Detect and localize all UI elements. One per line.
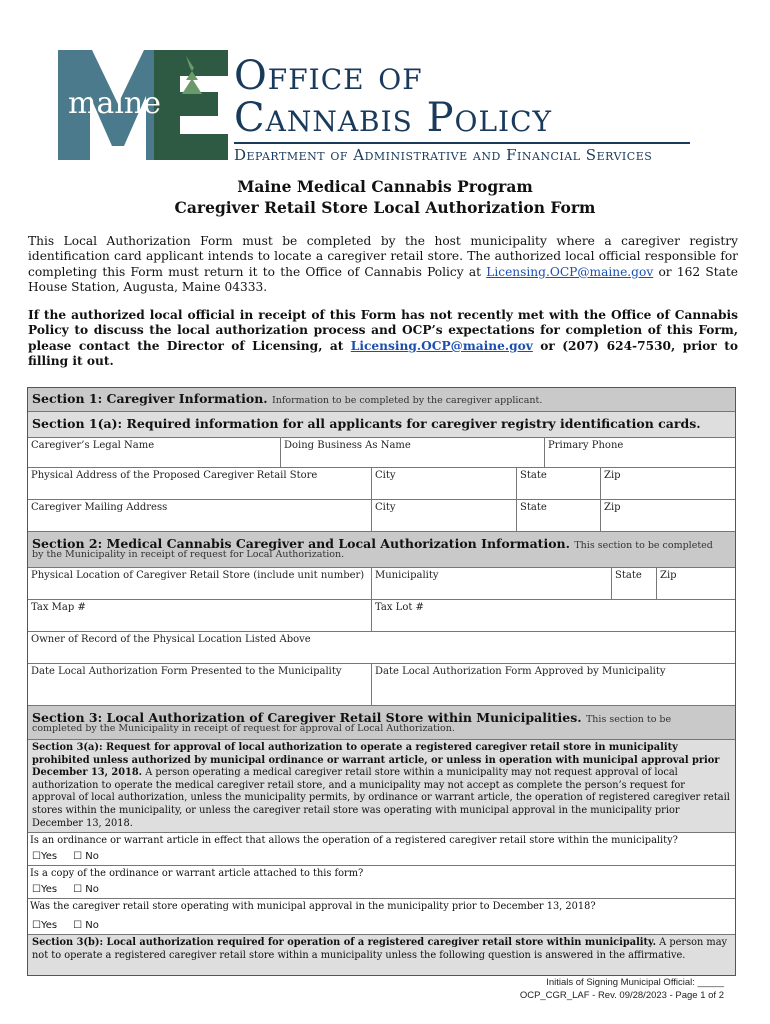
physical-city-field[interactable] — [372, 468, 517, 499]
physical-location-field[interactable] — [28, 568, 372, 599]
logo-line-cannabis-policy: Cannabis Policy — [234, 95, 553, 141]
prior-operation-no-checkbox[interactable]: ☐ No — [73, 920, 99, 931]
authorization-form — [27, 387, 736, 976]
state-label: State — [615, 570, 642, 581]
date-approved-field[interactable] — [372, 664, 735, 705]
prior-operation-yes-checkbox[interactable]: ☐Yes — [32, 920, 58, 931]
owner-of-record-field[interactable] — [28, 632, 735, 663]
section1a-header — [28, 412, 735, 438]
physical-address-label: Physical Address of the Proposed Caregiver Retail Store — [31, 470, 318, 481]
zip-label: Zip — [660, 570, 677, 581]
contact-text-1: If the authorized local official in receipt of this Form has not recently met with the Office of Cannabis Policy to discuss the local authorization process and OCP’s expectations for completion of this Form, please contact the Director of Licensing, at — [28, 308, 738, 353]
dba-field[interactable] — [281, 438, 545, 467]
question-prior-operation — [28, 899, 735, 935]
section3-note: This section to be — [585, 714, 672, 725]
intro-text-1: This Local Authorization Form must be completed by the host municipality where a caregiver registry identification card applicant intends to locate a caregiver retail store. The authorized local official responsible for completing this Form must return it to the Office of Cannabis Policy at — [28, 234, 738, 279]
tax-map-label: Tax Map # — [31, 602, 86, 613]
zip-label: Zip — [604, 502, 621, 513]
question-prior-operation-text: Was the caregiver retail store operating with municipal approval in the municipality prior to December 13, 2018? — [30, 901, 596, 912]
city-label: City — [375, 502, 396, 513]
date-approved-label: Date Local Authorization Form Approved by Municipality — [375, 666, 666, 677]
owner-of-record-label: Owner of Record of the Physical Location Listed Above — [31, 634, 311, 645]
section3-header — [28, 706, 735, 740]
location-state-field[interactable] — [612, 568, 657, 599]
section2-header — [28, 532, 735, 568]
section2-note: This section to be completed — [574, 540, 713, 551]
question-ordinance-options — [30, 850, 733, 863]
ordinance-yes-checkbox[interactable]: ☐Yes — [32, 851, 58, 862]
state-label: State — [520, 502, 547, 513]
section2-row-tax — [28, 600, 735, 632]
physical-location-label: Physical Location of Caregiver Retail Store (include unit number) — [31, 570, 365, 581]
contact-paragraph — [28, 308, 738, 370]
ocp-logo — [58, 46, 698, 164]
intro-paragraph — [28, 234, 738, 296]
section1-row-names — [28, 438, 735, 468]
initials-line: Initials of Signing Municipal Official: _____ — [546, 977, 724, 988]
date-presented-label: Date Local Authorization Form Presented to the Municipality — [31, 666, 342, 677]
revision-page-number: OCP_CGR_LAF - Rev. 09/28/2023 - Page 1 of 2 — [519, 990, 724, 1001]
licensing-email-link[interactable]: Licensing.OCP@maine.gov — [486, 264, 654, 279]
maine-wordmark: maine — [68, 86, 162, 121]
physical-state-field[interactable] — [517, 468, 601, 499]
state-label: State — [520, 470, 547, 481]
physical-zip-field[interactable] — [601, 468, 735, 499]
dba-label: Doing Business As Name — [284, 440, 411, 451]
municipality-field[interactable] — [372, 568, 612, 599]
zip-label: Zip — [604, 470, 621, 481]
contact-text-2: or (207) 624-7530, prior to filling it out. — [28, 338, 738, 369]
section3b-block — [28, 935, 735, 975]
city-label: City — [375, 470, 396, 481]
tax-lot-field[interactable] — [372, 600, 735, 631]
section1-header — [28, 388, 735, 412]
legal-name-label: Caregiver’s Legal Name — [31, 440, 155, 451]
form-title: Caregiver Retail Store Local Authorization Form — [174, 198, 596, 217]
section3a-heading: Section 3(a): Request for approval of local authorization to operate a registered caregiver retail store in municipality prohibited unless authorized by municipal ordinance or warrant article, or unless in operation with municipal approval prior December 13, 2018. — [32, 742, 720, 779]
tax-lot-label: Tax Lot # — [375, 602, 424, 613]
section3b-text: A person may not to operate a registered caregiver retail store within a municipality unless the following question is answered in the affirmative. — [32, 937, 728, 961]
section2-title: Section 2: Medical Cannabis Caregiver and Local Authorization Information. — [32, 536, 570, 551]
legal-name-field[interactable] — [28, 438, 281, 467]
copy-attached-no-checkbox[interactable]: ☐ No — [73, 884, 99, 895]
ocp-wordmark — [234, 54, 552, 140]
section3a-block — [28, 740, 735, 833]
copy-attached-yes-checkbox[interactable]: ☐Yes — [32, 884, 58, 895]
section3b-heading: Section 3(b): Local authorization required for operation of a registered caregiver retail store within municipality. — [32, 937, 657, 948]
question-copy-attached-text: Is a copy of the ordinance or warrant article attached to this form? — [30, 868, 364, 879]
ordinance-no-checkbox[interactable]: ☐ No — [73, 851, 99, 862]
primary-phone-label: Primary Phone — [548, 440, 624, 451]
question-ordinance — [28, 833, 735, 866]
section2-note-continued: by the Municipality in receipt of request for Local Authorization. — [32, 549, 345, 560]
department-name: Department of Administrative and Financial Services — [234, 146, 653, 164]
question-copy-attached — [28, 866, 735, 899]
section3-note-continued: completed by the Municipality in receipt of request for approval of Local Authorization. — [32, 723, 455, 734]
section2-row-location — [28, 568, 735, 600]
licensing-email-link-2[interactable]: Licensing.OCP@maine.gov — [350, 338, 533, 353]
mailing-city-field[interactable] — [372, 500, 517, 531]
logo-divider — [234, 142, 690, 144]
primary-phone-field[interactable] — [545, 438, 735, 467]
mailing-address-label: Caregiver Mailing Address — [31, 502, 168, 513]
question-prior-operation-options — [30, 919, 733, 932]
mailing-address-field[interactable] — [28, 500, 372, 531]
section1-note: Information to be completed by the caregiver applicant. — [272, 395, 543, 406]
section3a-text: A person operating a medical caregiver retail store within a municipality may not request approval of local authorization to operate the medical caregiver retail store, and a municipality may not accept as complete the person’s request for approval of local authorization, unless the municipality permits, by ordinance or warrant article, the operation of registered caregiver retail stores within the municipality, or unless the caregiver retail store was operating with municipal approval in the municipality prior December 13, 2018. — [32, 767, 730, 829]
mailing-state-field[interactable] — [517, 500, 601, 531]
section1-row-mailing — [28, 500, 735, 532]
section1-row-physical — [28, 468, 735, 500]
mailing-zip-field[interactable] — [601, 500, 735, 531]
section1a-title: Section 1(a): Required information for all applicants for caregiver registry identification cards. — [32, 416, 701, 431]
physical-address-field[interactable] — [28, 468, 372, 499]
municipality-label: Municipality — [375, 570, 439, 581]
section2-row-owner — [28, 632, 735, 664]
intro-text-2: or 162 State House Station, Augusta, Maine 04333. — [28, 264, 738, 295]
section3-title: Section 3: Local Authorization of Caregiver Retail Store within Municipalities. — [32, 710, 582, 725]
program-title: Maine Medical Cannabis Program — [237, 177, 533, 196]
date-presented-field[interactable] — [28, 664, 372, 705]
logo-line-office: Office of — [234, 53, 423, 99]
section2-row-dates — [28, 664, 735, 706]
tax-map-field[interactable] — [28, 600, 372, 631]
section1-title: Section 1: Caregiver Information. — [32, 391, 268, 406]
location-zip-field[interactable] — [657, 568, 735, 599]
question-ordinance-text: Is an ordinance or warrant article in effect that allows the operation of a registered caregiver retail store within the municipality? — [30, 835, 678, 846]
question-copy-attached-options — [30, 883, 733, 896]
